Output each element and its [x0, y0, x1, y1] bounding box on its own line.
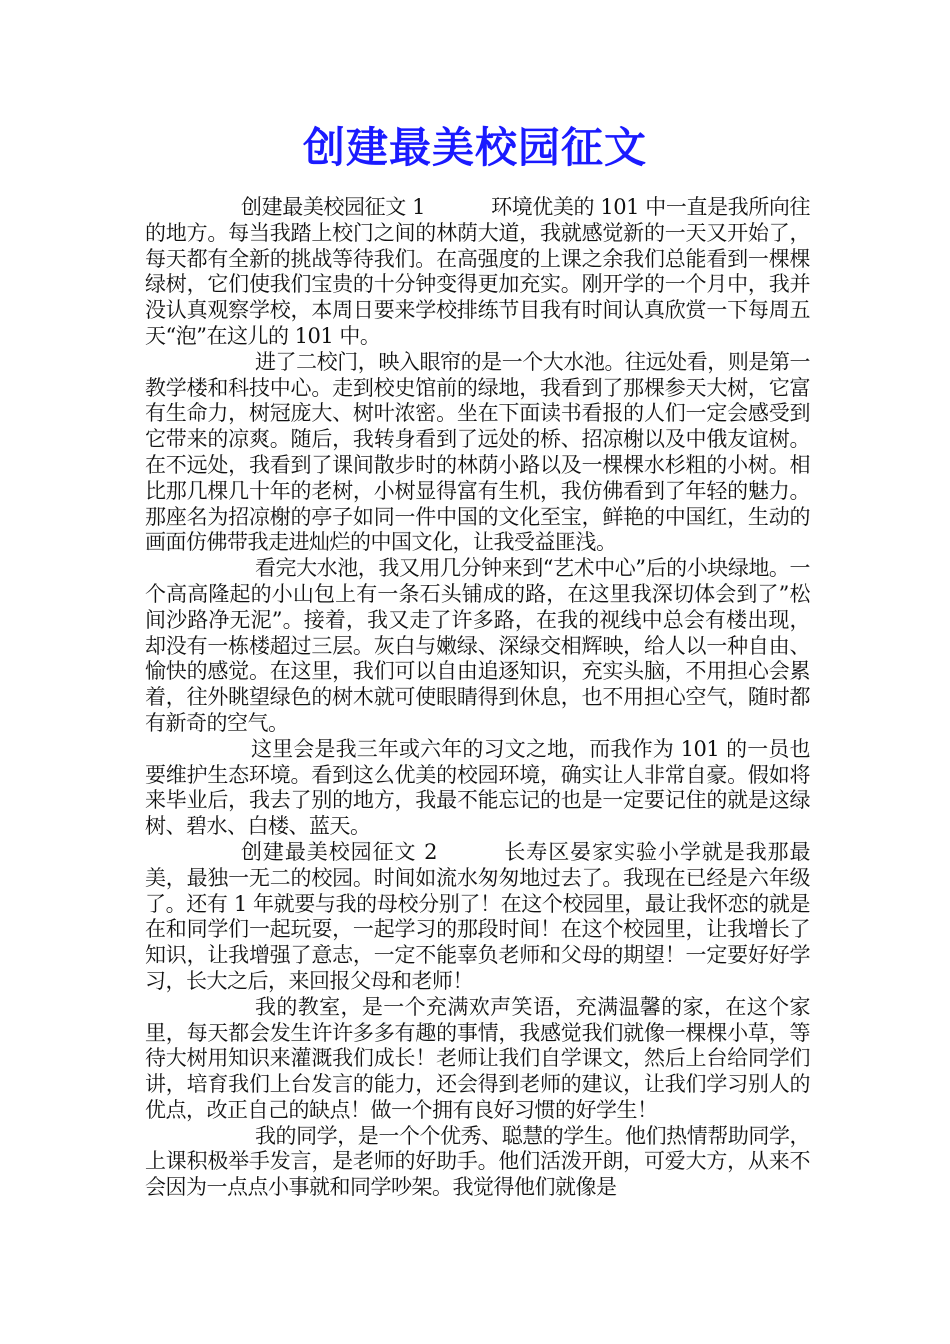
section-1-paragraph-2: 看完大水池，我又用几分钟来到“艺术中心”后的小块绿地。一个高高隆起的小山包上有一条石头铺成的路，在这里我深切体会到了”松间沙路净无泥”。接着，我又走了许多路，在我的视线中总会有楼出现，却没有一栋楼超过三层。灰白与嫩绿、深绿交相辉映，给人以一种自由、愉快的感觉。在这里，我们可以自由追逐知识，充实头脑，不用担心会累着，往外眺望绿色的树木就可使眼睛得到休息，也不用担心空气，随时都有新奇的空气。	[145, 556, 810, 735]
section-2-intro	[145, 840, 810, 995]
document-title: 创建最美校园征文	[302, 123, 647, 172]
section-2-paragraph-1: 我的教室，是一个充满欢声笑语，充满温馨的家，在这个家里，每天都会发生许许多多有趣的事情，我感觉我们就像一棵棵小草，等待大树用知识来灌溉我们成长！老师让我们自学课文，然后上台给同学们讲，培育我们上台发言的能力，还会得到老师的建议，让我们学习别人的优点，改正自己的缺点！做一个拥有良好习惯的好学生！	[145, 994, 810, 1122]
section-1-paragraph-3: 这里会是我三年或六年的习文之地，而我作为 101 的一员也要维护生态环境。看到这么优美的校园环境，确实让人非常自豪。假如将来毕业后，我去了别的地方，我最不能忘记的也是一定要记住的就是这绿树、碧水、白楼、蓝天。	[145, 736, 810, 839]
section-2-first-paragraph: 长寿区晏家实验小学就是我那最美，最独一无二的校园。时间如流水匆匆地过去了。我现在已经是六年级了。还有 1 年就要与我的母校分别了！在这个校园里，最让我怀恋的就是在和同学们一起玩耍，一起学习的那段时间！在这个校园里，让我增长了知识，让我增强了意志，一定不能辜负老师和父母的期望！一定要好好学习，长大之后，来回报父母和老师！	[145, 839, 810, 993]
section-1-heading: 创建最美校园征文 1	[241, 195, 425, 219]
section-2-heading: 创建最美校园征文 2	[241, 839, 437, 864]
section-1-intro	[145, 195, 810, 350]
document-body	[145, 195, 810, 1201]
section-1-paragraph-1: 进了二校门，映入眼帘的是一个大水池。往远处看，则是第一教学楼和科技中心。走到校史馆前的绿地，我看到了那棵参天大树，它富有生命力，树冠庞大、树叶浓密。坐在下面读书看报的人们一定会感受到它带来的凉爽。随后，我转身看到了远处的桥、招凉榭以及中俄友谊树。在不远处，我看到了课间散步时的林荫小路以及一棵棵水杉粗的小树。相比那几棵几十年的老树，小树显得富有生机，我仿佛看到了年轻的魅力。那座名为招凉榭的亭子如同一件中国的文化至宝，鲜艳的中国红，生动的画面仿佛带我走进灿烂的中国文化，让我受益匪浅。	[145, 349, 810, 555]
section-1-first-paragraph: 环境优美的 101 中一直是我所向往的地方。每当我踏上校门之间的林荫大道，我就感觉新的一天又开始了，每天都有全新的挑战等待我们。在高强度的上课之余我们总能看到一棵棵绿树，它们使我们宝贵的十分钟变得更加充实。刚开学的一个月中，我并没认真观察学校，本周日要来学校排练节目我有时间认真欣赏一下每周五天“泡”在这儿的 101 中。	[145, 195, 810, 348]
section-2-paragraph-2: 我的同学，是一个个优秀、聪慧的学生。他们热情帮助同学，上课积极举手发言，是老师的好助手。他们活泼开朗，可爱大方，从来不会因为一点点小事就和同学吵架。我觉得他们就像是	[145, 1123, 810, 1200]
